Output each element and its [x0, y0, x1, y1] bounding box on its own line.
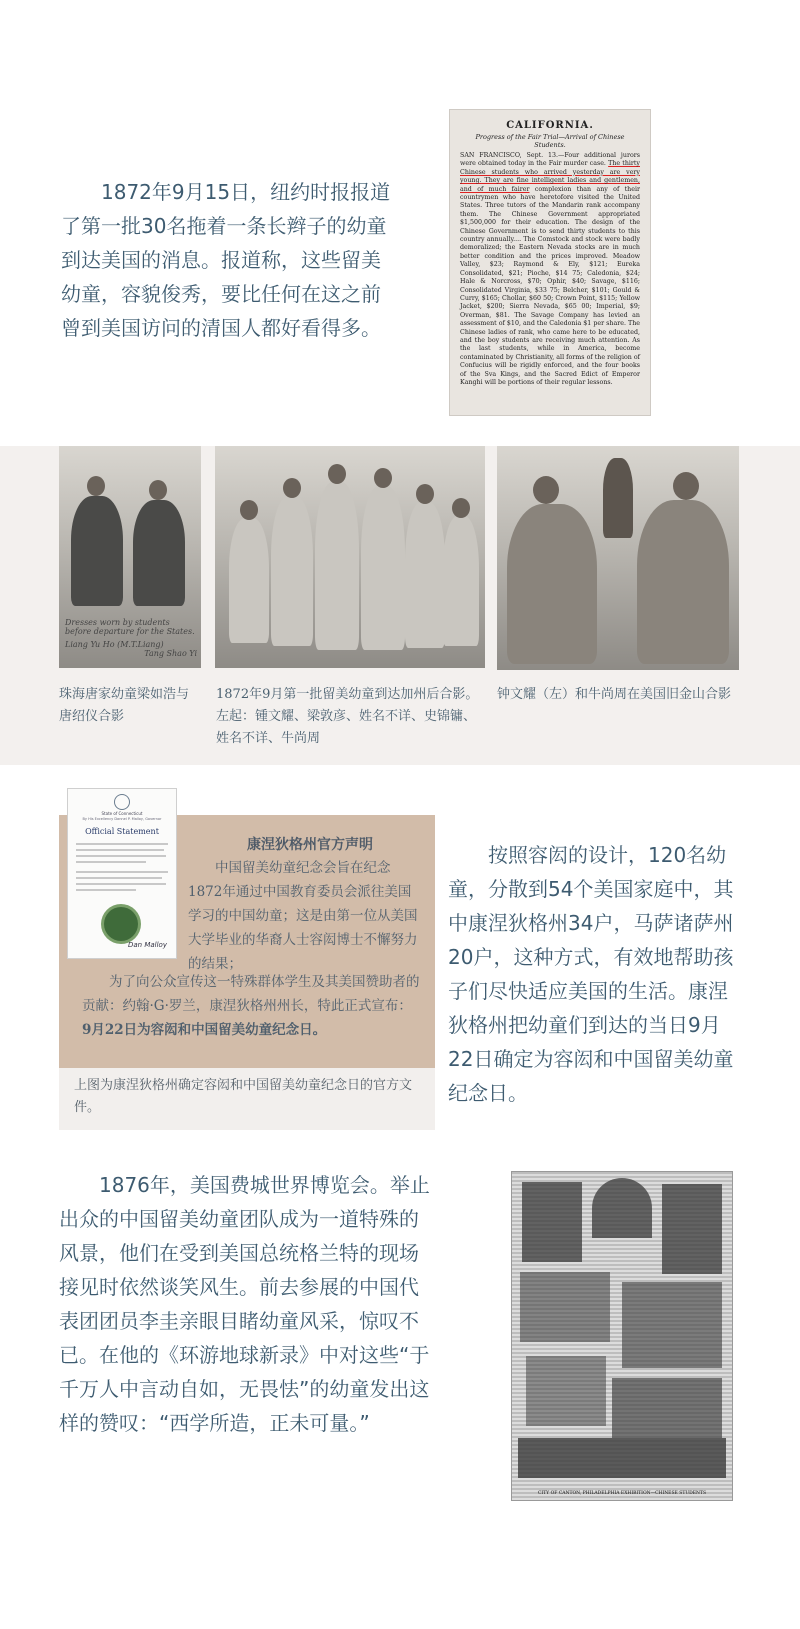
document-text-line — [76, 843, 168, 845]
handwriting-line: Dresses worn by students before departure for the States. — [65, 618, 195, 636]
engraving-caption: CITY OF CANTON, PHILADELPHIA EXHIBITION—CHINESE STUDENTS — [537, 1491, 707, 1496]
photo-zhong-niu — [497, 446, 739, 670]
statement-paragraph-2 — [82, 970, 420, 1042]
photo-caption-3: 钟文耀（左）和牛尚周在美国旧金山合影 — [497, 687, 732, 702]
newspaper-title: CALIFORNIA. — [506, 120, 594, 131]
document-title: Official Statement — [85, 827, 159, 836]
official-document-thumbnail — [68, 789, 176, 958]
figure — [507, 504, 597, 664]
figure — [315, 482, 359, 650]
green-seal-icon — [104, 907, 138, 941]
philadelphia-expo-engraving — [512, 1172, 732, 1500]
figure-head — [328, 464, 346, 484]
engraving-scene — [522, 1182, 582, 1262]
document-text-line — [76, 889, 136, 891]
newspaper-body — [460, 152, 640, 387]
figure — [71, 496, 123, 606]
handwriting-name-right: Tang Shao Yi — [144, 649, 197, 658]
engraving-scene — [612, 1378, 722, 1438]
photo-caption-2: 1872年9月第一批留美幼童到达加州后合影。左起：锺文耀、梁敦彦、姓名不详、史锦镛、姓名不详、牛尚周 — [216, 687, 479, 746]
newspaper-clipping — [450, 110, 650, 415]
statement-paragraph-2-lead: 为了向公众宣传这一特殊群体学生及其美国赞助者的贡献：约翰·G·罗兰，康涅狄格州州长，特此正式宣布： — [82, 974, 420, 1014]
newspaper-lead: SAN FRANCISCO, Sept. 13.—Four additional jurors were obtained today in the Fair murder case. — [460, 152, 640, 168]
statement-caption: 上图为康涅狄格州确定容闳和中国留美幼童纪念日的官方文件。 — [74, 1078, 413, 1115]
photo-handwritten-note — [65, 618, 197, 658]
statement-title: 康涅狄格州官方声明 — [247, 837, 373, 853]
intro-paragraph: 1872年9月15日，纽约时报报道了第一批30名拖着一条长辫子的幼童到达美国的消息。报道称，这些留美幼童，容貌俊秀，要比任何在这之前曾到美国访问的清国人都好看得多。 — [61, 180, 391, 340]
document-text-line — [76, 861, 146, 863]
figure — [637, 500, 729, 664]
figure — [133, 500, 185, 606]
expo-paragraph: 1876年，美国费城世界博览会。举止出众的中国留美幼童团队成为一道特殊的风景，他们在受到美国总统格兰特的现场接见时依然谈笑风生。前去参展的中国代表团团员李圭亲眼目睹幼童风采，惊叹不已。在他的《环游地球新录》中对这些“于千万人中言动自如，无畏怯”的幼童发出这样的赞叹：“西学所造，正未可量。” — [59, 1173, 430, 1435]
host-family-paragraph: 按照容闳的设计，120名幼童，分散到54个美国家庭中，其中康涅狄格州34户，马萨诸萨州20户，这种方式，有效地帮助孩子们尽快适应美国的生活。康涅狄格州把幼童们到达的当日9月22日确定为容闳和中国留美幼童纪念日。 — [448, 843, 734, 1105]
photo-caption-1: 珠海唐家幼童梁如浩与唐绍仪合影 — [59, 687, 190, 724]
figure-head — [87, 476, 105, 496]
bust-statue — [603, 458, 633, 538]
engraving-scene — [662, 1184, 722, 1274]
figure-head — [416, 484, 434, 504]
newspaper-highlight: The thirty Chinese students who arrived yesterday are very young. They are fine intelligent ladies and gentlemen, and of much fairer — [460, 160, 640, 193]
figure — [229, 518, 269, 643]
figure — [405, 502, 445, 648]
document-text-line — [76, 855, 166, 857]
photo-first-group — [215, 446, 485, 668]
newspaper-subtitle: Progress of the Fair Trial—Arrival of Chinese Students. — [475, 133, 625, 149]
document-signature: Dan Malloy — [128, 941, 167, 949]
figure-head — [240, 500, 258, 520]
document-crest-icon — [115, 795, 129, 809]
document-text-line — [76, 877, 162, 879]
document-text-line — [76, 883, 166, 885]
engraving-scene — [592, 1178, 652, 1238]
document-text-line — [76, 849, 164, 851]
figure-head — [673, 472, 699, 500]
figure-head — [533, 476, 559, 504]
figure-head — [149, 480, 167, 500]
figure — [443, 516, 479, 646]
engraving-scene — [526, 1356, 606, 1426]
statement-paragraph-2-strong: 9月22日为容闳和中国留美幼童纪念日。 — [82, 1022, 327, 1038]
figure — [361, 486, 405, 650]
newspaper-text: complexion than any of their countrymen who have heretofore visited the United States. Three tutors of the Mandarin rank accompany them. The Chinese Government appropriated $1,500,000 for their education. The design of the Chinese Government is to send thirty students to this country annually.... The Comstock and stock were badly demoralized; the Eastern Nevada stocks are in much better condition and the prices improved. Meadow Valley, $23; Raymond & Ely, $121; Eureka Consolidated, $21; Pioche, $14 75; Caledonia, $24; Hale & Norcross, $70; Ophir, $40; Savage, $116; Consolidated Virginia, $33 75; Belcher, $101; Gould & Curry, $165; Chollar, $60 50; Crown Point, $115; Yellow Jacket, $200; Sierra Nevada, $65 00; Imperial, $9; Overman, $81. The Savage Company has levied an assessment of $10, and the Caledonia $1 per share. The Chinese ladies of rank, who came here to be educated, and the boy students are receiving much attention. As the last students, while in America, become contaminated by Christianity, all forms of the religion of Confucius will be rigidly enforced, and the four books of the Sva Kings, and the Sacred Edict of Emperor Kanghi will be portions of their regular lessons. — [460, 185, 640, 386]
engraving-scene — [622, 1282, 722, 1368]
document-header: State of Connecticut — [101, 811, 143, 816]
engraving-scene — [520, 1272, 610, 1342]
photo-liang-tang — [59, 446, 201, 668]
handwriting-name-left: Liang Yu Ho (M.T.Liang) — [65, 640, 164, 649]
figure-head — [452, 498, 470, 518]
document-subheader: By His Excellency Dannel P. Malloy, Governor — [82, 817, 162, 821]
figure-head — [374, 468, 392, 488]
figure — [271, 496, 313, 646]
figure-head — [283, 478, 301, 498]
document-text-line — [76, 871, 168, 873]
engraving-crowd — [518, 1438, 726, 1478]
statement-paragraph-1: 中国留美幼童纪念会旨在纪念1872年通过中国教育委员会派往美国学习的中国幼童；这是由第一位从美国大学毕业的华裔人士容闳博士不懈努力的结果； — [188, 860, 418, 972]
